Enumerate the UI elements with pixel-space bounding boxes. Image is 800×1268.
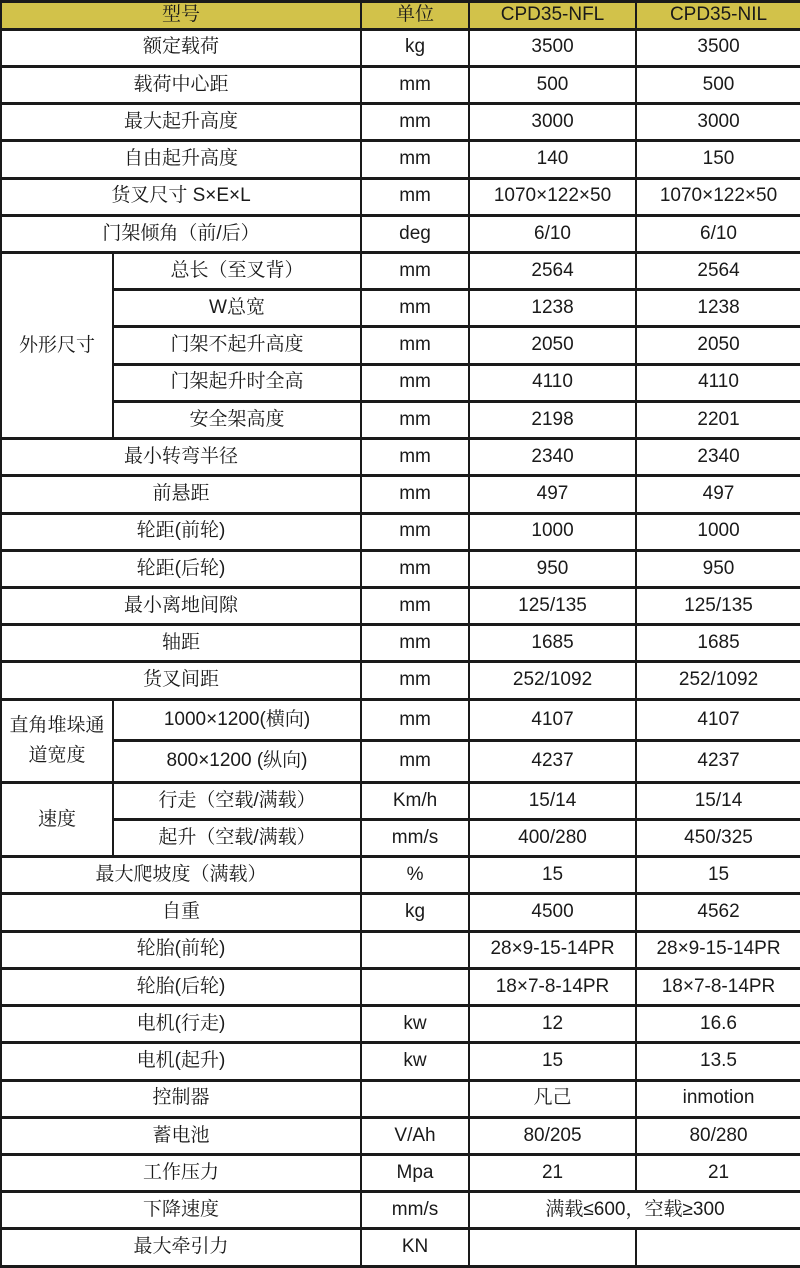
value-cell-model-1: 4107 [469,699,636,741]
table-row [1,215,800,252]
table-row [1,968,800,1005]
value-cell-model-1: 1000 [469,513,636,550]
header-row [1,2,800,30]
unit-cell: mm [361,253,469,290]
value-cell-model-1: 950 [469,550,636,587]
value-cell-model-1: 2198 [469,401,636,438]
unit-cell: mm [361,66,469,103]
table-row [1,1192,800,1229]
value-cell-model-1: 497 [469,476,636,513]
unit-cell: mm [361,741,469,783]
unit-cell: mm [361,550,469,587]
group-label: 速度 [1,782,113,856]
value-cell-model-1: 2340 [469,439,636,476]
value-cell-model-1: 2564 [469,253,636,290]
value-cell-model-2: 2340 [636,439,800,476]
value-cell-model-2: 1238 [636,290,800,327]
value-cell-model-2: 21 [636,1155,800,1192]
unit-cell: mm [361,401,469,438]
table-row [1,476,800,513]
value-cell-model-1: 500 [469,66,636,103]
table-row [1,894,800,931]
spec-label: 货叉尺寸 S×E×L [1,178,361,215]
spec-label: 蓄电池 [1,1117,361,1154]
spec-label: W总宽 [113,290,361,327]
unit-cell: mm [361,364,469,401]
value-cell-model-1: 12 [469,1006,636,1043]
value-cell-model-1: 3500 [469,29,636,66]
unit-cell: mm/s [361,820,469,857]
table-row [1,931,800,968]
unit-cell: mm [361,141,469,178]
value-cell-model-2: 500 [636,66,800,103]
unit-cell: KN [361,1229,469,1267]
spec-label: 最小离地间隙 [1,587,361,624]
unit-cell: mm [361,178,469,215]
table-row [1,290,800,327]
spec-label: 最大牵引力 [1,1229,361,1267]
value-cell-model-2: 4110 [636,364,800,401]
table-row [1,327,800,364]
value-cell-model-1: 4237 [469,741,636,783]
value-cell-model-1: 28×9-15-14PR [469,931,636,968]
spec-label: 最小转弯半径 [1,439,361,476]
value-cell-model-2: 16.6 [636,1006,800,1043]
group-label: 直角堆垛通道宽度 [1,699,113,782]
value-cell-model-2: 18×7-8-14PR [636,968,800,1005]
value-cell-model-1: 凡己 [469,1080,636,1117]
value-cell-model-1: 125/135 [469,587,636,624]
unit-cell: mm/s [361,1192,469,1229]
value-cell-model-1 [469,1229,636,1267]
table-row [1,1229,800,1267]
table-row [1,1155,800,1192]
value-cell-model-2: 28×9-15-14PR [636,931,800,968]
value-cell-model-1: 15 [469,1043,636,1080]
value-cell-model-2: 450/325 [636,820,800,857]
table-row [1,29,800,66]
value-cell-model-2: 80/280 [636,1117,800,1154]
value-cell-model-2: 6/10 [636,215,800,252]
unit-cell: mm [361,625,469,662]
value-cell-model-2: 2201 [636,401,800,438]
header-model-1: CPD35-NFL [469,2,636,30]
spec-label: 轮距(后轮) [1,550,361,587]
spec-label: 控制器 [1,1080,361,1117]
spec-label: 轮胎(前轮) [1,931,361,968]
value-cell-model-2: inmotion [636,1080,800,1117]
value-cell-model-2: 4237 [636,741,800,783]
spec-label: 800×1200 (纵向) [113,741,361,783]
table-row [1,178,800,215]
value-cell-model-2: 2564 [636,253,800,290]
unit-cell: mm [361,513,469,550]
table-row [1,741,800,783]
value-cell-model-2: 125/135 [636,587,800,624]
value-cell-model-2: 1000 [636,513,800,550]
table-row [1,104,800,141]
value-cell-model-1: 1238 [469,290,636,327]
table-row [1,782,800,819]
spec-label: 总长（至叉背） [113,253,361,290]
group-label: 外形尺寸 [1,253,113,439]
value-cell-model-2: 13.5 [636,1043,800,1080]
spec-label: 自由起升高度 [1,141,361,178]
value-cell-model-2: 2050 [636,327,800,364]
value-cell-model-1: 400/280 [469,820,636,857]
unit-cell: mm [361,439,469,476]
unit-cell: mm [361,476,469,513]
value-cell-model-1: 1685 [469,625,636,662]
unit-cell: mm [361,662,469,699]
unit-cell: mm [361,327,469,364]
table-row [1,253,800,290]
table-row [1,550,800,587]
spec-label: 前悬距 [1,476,361,513]
value-cell-model-2: 252/1092 [636,662,800,699]
header-model-label: 型号 [1,2,361,30]
table-row [1,1006,800,1043]
unit-cell: mm [361,290,469,327]
unit-cell: kg [361,894,469,931]
header-unit-label: 单位 [361,2,469,30]
unit-cell: mm [361,699,469,741]
value-cell-model-1: 15/14 [469,782,636,819]
value-cell-model-1: 3000 [469,104,636,141]
unit-cell: mm [361,587,469,624]
unit-cell [361,968,469,1005]
table-row [1,1117,800,1154]
table-row [1,857,800,894]
unit-cell [361,931,469,968]
header-model-2: CPD35-NIL [636,2,800,30]
value-cell-model-1: 252/1092 [469,662,636,699]
spec-label: 行走（空载/满载） [113,782,361,819]
value-cell-model-2: 1070×122×50 [636,178,800,215]
unit-cell: Km/h [361,782,469,819]
table-row [1,820,800,857]
value-cell-model-1: 18×7-8-14PR [469,968,636,1005]
unit-cell: % [361,857,469,894]
spec-label: 最大爬坡度（满载） [1,857,361,894]
value-cell-model-1: 80/205 [469,1117,636,1154]
spec-label: 安全架高度 [113,401,361,438]
value-cell-model-2: 15/14 [636,782,800,819]
value-cell-model-1: 4500 [469,894,636,931]
unit-cell: deg [361,215,469,252]
unit-cell: V/Ah [361,1117,469,1154]
value-cell-model-2: 497 [636,476,800,513]
spec-label: 门架倾角（前/后） [1,215,361,252]
spec-label: 起升（空载/满载） [113,820,361,857]
table-row [1,439,800,476]
value-cell-model-1: 1070×122×50 [469,178,636,215]
unit-cell: kw [361,1006,469,1043]
value-cell-model-2: 15 [636,857,800,894]
value-cell-merged: 满载≤600，空载≥300 [469,1192,800,1229]
table-row [1,1080,800,1117]
table-row [1,513,800,550]
spec-label: 工作压力 [1,1155,361,1192]
spec-label: 载荷中心距 [1,66,361,103]
table-row [1,625,800,662]
table-row [1,587,800,624]
spec-label: 最大起升高度 [1,104,361,141]
unit-cell: kg [361,29,469,66]
unit-cell: mm [361,104,469,141]
spec-table-body [1,29,800,1266]
spec-label: 额定载荷 [1,29,361,66]
spec-label: 自重 [1,894,361,931]
table-row [1,66,800,103]
table-row [1,401,800,438]
value-cell-model-1: 2050 [469,327,636,364]
value-cell-model-1: 15 [469,857,636,894]
spec-label: 门架起升时全高 [113,364,361,401]
unit-cell: Mpa [361,1155,469,1192]
value-cell-model-2 [636,1229,800,1267]
value-cell-model-2: 950 [636,550,800,587]
spec-label: 1000×1200(横向) [113,699,361,741]
spec-label: 下降速度 [1,1192,361,1229]
spec-label: 轮距(前轮) [1,513,361,550]
unit-cell: kw [361,1043,469,1080]
value-cell-model-1: 21 [469,1155,636,1192]
value-cell-model-2: 4107 [636,699,800,741]
spec-label: 轮胎(后轮) [1,968,361,1005]
value-cell-model-2: 150 [636,141,800,178]
table-row [1,662,800,699]
unit-cell [361,1080,469,1117]
spec-label: 货叉间距 [1,662,361,699]
value-cell-model-1: 140 [469,141,636,178]
value-cell-model-2: 1685 [636,625,800,662]
value-cell-model-1: 6/10 [469,215,636,252]
value-cell-model-2: 3500 [636,29,800,66]
spec-label: 门架不起升高度 [113,327,361,364]
spec-label: 轴距 [1,625,361,662]
spec-label: 电机(行走) [1,1006,361,1043]
table-row [1,364,800,401]
value-cell-model-2: 3000 [636,104,800,141]
value-cell-model-1: 4110 [469,364,636,401]
table-row [1,141,800,178]
table-row [1,1043,800,1080]
table-row [1,699,800,741]
spec-label: 电机(起升) [1,1043,361,1080]
value-cell-model-2: 4562 [636,894,800,931]
